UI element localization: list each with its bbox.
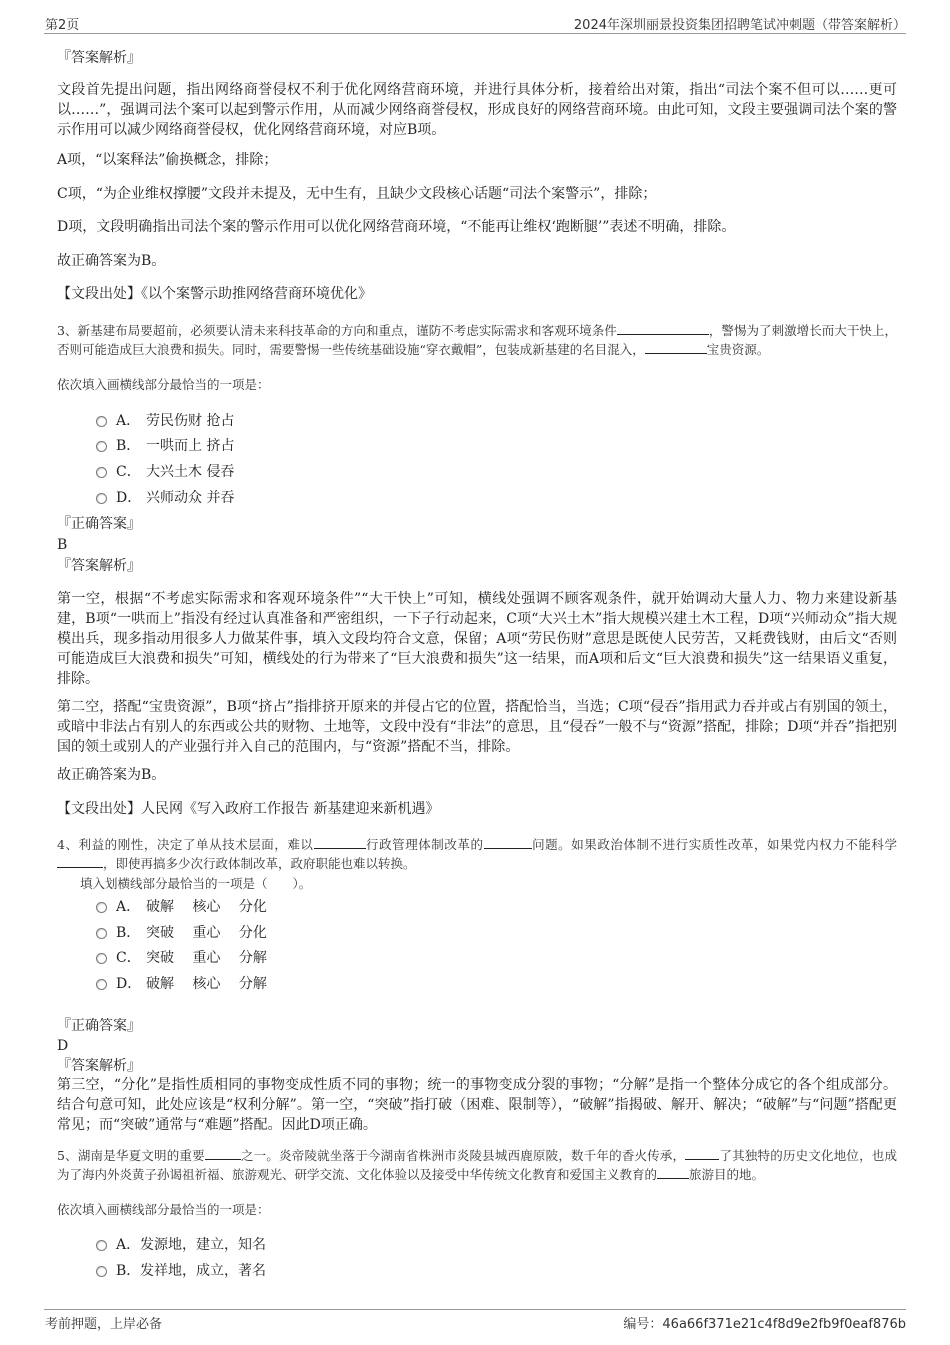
correct-answer: D bbox=[57, 1038, 69, 1054]
question-prompt: 填入划横线部分最恰当的一项是（ ）。 bbox=[80, 876, 312, 891]
correct-answer-label: 『正确答案』 bbox=[57, 516, 141, 532]
radio-button[interactable] bbox=[96, 902, 107, 913]
option-d[interactable]: D． 破解 核心 分解 bbox=[96, 974, 267, 994]
blank-line bbox=[484, 835, 532, 849]
blank-line bbox=[645, 340, 707, 354]
analysis-paragraph: A项，“以案释法”偷换概念，排除； bbox=[57, 152, 278, 168]
question-stem: 5、湖南是华夏文明的重要 之一。炎帝陵就坐落于今湖南省株洲市炎陵县城西鹿原陂，数千年的香火传承， 了其独特的历史文化地位，也成为了海内外炎黄子孙谒祖祈福、旅游观光、研学交流、文化体验以及接受中华传统文化教育和爱国主义教育的 旅游目的地。 bbox=[57, 1148, 897, 1182]
analysis-paragraph: 第一空，根据“不考虑实际需求和客观环境条件”“大干快上”可知，横线处强调不顾客观条件，就开始调动大量人力、物力来建设新基建，B项“一哄而上”指没有经过认真准备和严密组织，一下子行动起来，C项“大兴土木”指大规模兴建土木工程，D项“兴师动众”指大规模出兵，现多指动用很多人力做某件事，填入文段均符合文意，保留；A项“劳民伤财”意思是既使人民劳苦，又耗费钱财，由后文“否则可能造成巨大浪费和损失”可知，横线处的行为带来了“巨大浪费和损失”这一结果，而A项和后文“巨大浪费和损失”这一结果语义重复，排除。 bbox=[57, 591, 897, 687]
option-a[interactable]: A． 发源地，建立，知名 bbox=[96, 1235, 266, 1255]
option-b[interactable]: B． 发祥地，成立，著名 bbox=[96, 1261, 266, 1281]
analysis-label: 『答案解析』 bbox=[57, 558, 141, 574]
blank-line bbox=[57, 854, 103, 868]
blank-line bbox=[617, 321, 709, 335]
footer-slogan: 考前押题，上岸必备 bbox=[45, 1317, 163, 1332]
blank-line bbox=[657, 1165, 689, 1179]
header-rule bbox=[44, 33, 906, 34]
blank-line bbox=[685, 1146, 719, 1160]
correct-answer-label: 『正确答案』 bbox=[57, 1018, 141, 1034]
page-number: 第2页 bbox=[45, 18, 80, 33]
analysis-paragraph: 第二空，搭配“宝贵资源”，B项“挤占”指排挤开原来的并侵占它的位置，搭配恰当，当选；C项“侵吞”指用武力吞并或占有别国的领土，或暗中非法占有别人的东西或公共的财物、土地等，文段中没有“非法”的意思，且“侵吞”一般不与“资源”搭配，排除；D项“并吞”指把别国的领土或别人的产业强行并入自己的范围内，与“资源”搭配不当，排除。 bbox=[57, 699, 897, 755]
question-stem: 4、利益的刚性，决定了单从技术层面，难以 行政管理体制改革的 问题。如果政治体制不进行实质性改革，如果党内权力不能科学，即使再搞多少次行政体制改革，政府职能也难以转换。 bbox=[57, 837, 897, 871]
option-d[interactable]: D． 兴师动众 并吞 bbox=[96, 488, 234, 508]
analysis-conclusion: 故正确答案为B。 bbox=[57, 253, 166, 269]
correct-answer: B bbox=[57, 537, 68, 553]
radio-button[interactable] bbox=[96, 1266, 107, 1277]
analysis-label: 『答案解析』 bbox=[57, 50, 141, 66]
document-title: 2024年深圳丽景投资集团招聘笔试冲刺题（带答案解析） bbox=[573, 18, 906, 33]
question-prompt: 依次填入画横线部分最恰当的一项是： bbox=[57, 377, 270, 392]
option-c[interactable]: C． 突破 重心 分解 bbox=[96, 948, 267, 968]
analysis-paragraph: D项，文段明确指出司法个案的警示作用可以优化网络营商环境，“不能再让维权‘跑断腿’”表述不明确，排除。 bbox=[57, 219, 736, 235]
radio-button[interactable] bbox=[96, 1240, 107, 1251]
question-stem: 3、新基建布局要超前，必须要认清未来科技革命的方向和重点，谨防不考虑实际需求和客观环境条件 ，警惕为了刺激增长而大干快上，否则可能造成巨大浪费和损失。同时，需要警惕一些传统基础设施“穿衣戴帽”，包装成新基建的名目混入， 宝贵资源。 bbox=[57, 323, 897, 357]
analysis-label: 『答案解析』 bbox=[57, 1058, 141, 1074]
blank-line bbox=[205, 1146, 241, 1160]
question-prompt: 依次填入画横线部分最恰当的一项是： bbox=[57, 1202, 270, 1217]
option-b[interactable]: B． 突破 重心 分化 bbox=[96, 923, 267, 943]
radio-button[interactable] bbox=[96, 467, 107, 478]
radio-button[interactable] bbox=[96, 416, 107, 427]
radio-button[interactable] bbox=[96, 979, 107, 990]
radio-button[interactable] bbox=[96, 493, 107, 504]
analysis-paragraph: 文段首先提出问题，指出网络商誉侵权不利于优化网络营商环境，并进行具体分析，接着给出对策，指出“司法个案不但可以……更可以……”，强调司法个案可以起到警示作用，从而减少网络商誉侵权，形成良好的网络营商环境。由此可知，文段主要强调司法个案的警示作用可以减少网络商誉侵权，优化网络营商环境，对应B项。 bbox=[57, 82, 897, 138]
analysis-paragraph: C项，“为企业维权撑腰”文段并未提及，无中生有，且缺少文段核心话题“司法个案警示”，排除； bbox=[57, 186, 657, 202]
option-c[interactable]: C． 大兴土木 侵吞 bbox=[96, 462, 234, 482]
option-a[interactable]: A． 劳民伤财 抢占 bbox=[96, 411, 234, 431]
source-citation: 【文段出处】人民网《写入政府工作报告 新基建迎来新机遇》 bbox=[57, 801, 440, 817]
radio-button[interactable] bbox=[96, 953, 107, 964]
option-b[interactable]: B． 一哄而上 挤占 bbox=[96, 436, 234, 456]
radio-button[interactable] bbox=[96, 441, 107, 452]
blank-line bbox=[314, 835, 366, 849]
analysis-conclusion: 故正确答案为B。 bbox=[57, 767, 166, 783]
source-citation: 【文段出处】《以个案警示助推网络营商环境优化》 bbox=[57, 286, 372, 302]
analysis-paragraph: 第三空，“分化”是指性质相同的事物变成性质不同的事物；统一的事物变成分裂的事物；“分解”是指一个整体分成它的各个组成部分。结合句意可知，此处应该是“权利分解”。第一空，“突破”指打破（困难、限制等），“破解”指揭破、解开、解决；“破解”与“问题”搭配更常见；而“突破”通常与“难题”搭配。因此D项正确。 bbox=[57, 1077, 897, 1133]
document-id: 编号：46a66f371e21c4f8d9e2fb9f0eaf876b bbox=[623, 1317, 906, 1332]
footer-rule bbox=[44, 1309, 906, 1310]
option-a[interactable]: A． 破解 核心 分化 bbox=[96, 897, 267, 917]
radio-button[interactable] bbox=[96, 928, 107, 939]
